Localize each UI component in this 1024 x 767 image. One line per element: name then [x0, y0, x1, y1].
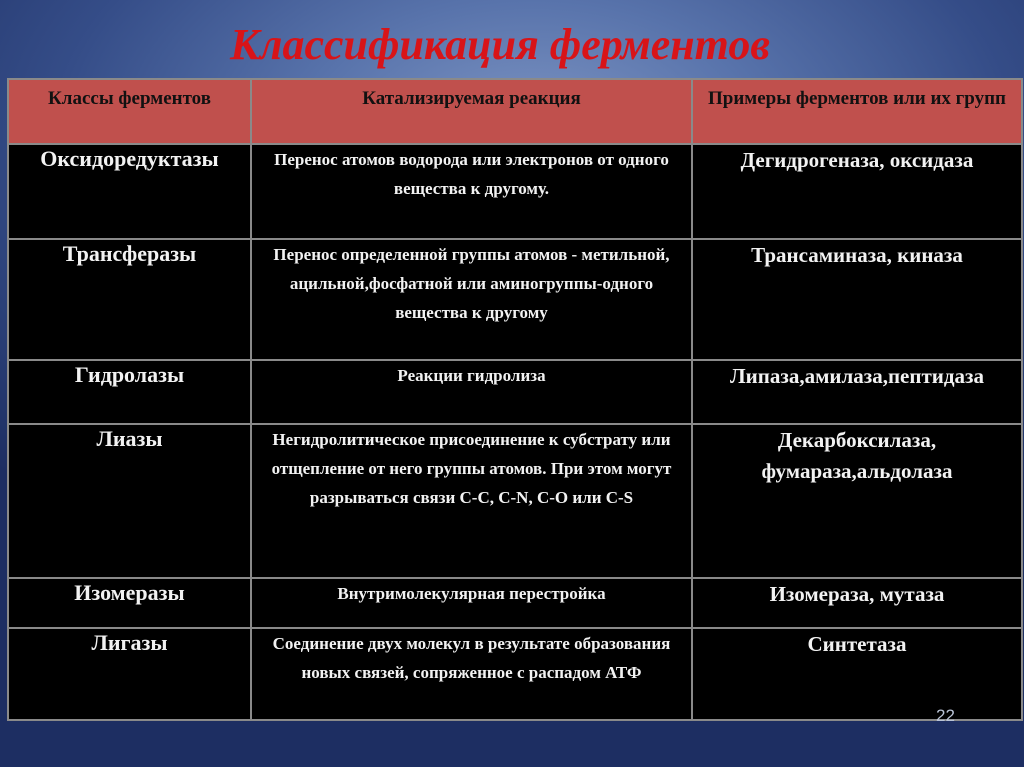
examples-cell: Синтетаза [692, 628, 1022, 720]
examples-cell: Изомераза, мутаза [692, 578, 1022, 628]
table-row [8, 239, 1022, 360]
examples-cell: Дегидрогеназа, оксидаза [692, 144, 1022, 239]
enzyme-class-cell: Лиазы [8, 424, 251, 578]
examples-cell: Трансаминаза, киназа [692, 239, 1022, 360]
examples-cell: Декарбоксилаза, фумараза,альдолаза [692, 424, 1022, 578]
enzyme-class-cell: Лигазы [8, 628, 251, 720]
reaction-cell: Реакции гидролиза [251, 360, 692, 424]
table-row [8, 144, 1022, 239]
table-row [8, 360, 1022, 424]
header-enzyme-examples: Примеры ферментов или их групп [692, 79, 1022, 144]
enzyme-class-cell: Трансферазы [8, 239, 251, 360]
slide-title: Классификация ферментов [230, 20, 770, 69]
reaction-cell: Негидролитическое присоединение к субстрату или отщепление от него группы атомов. При этом могут разрываться связи С-С, С-N, С-O или С-S [251, 424, 692, 578]
reaction-cell: Соединение двух молекул в результате образования новых связей, сопряженное с распадом АТФ [251, 628, 692, 720]
table-header-row [8, 79, 1022, 144]
enzyme-class-cell: Оксидоредуктазы [8, 144, 251, 239]
header-enzyme-classes: Классы ферментов [8, 79, 251, 144]
enzyme-class-cell: Изомеразы [8, 578, 251, 628]
table-row [8, 424, 1022, 578]
header-catalyzed-reaction: Катализируемая реакция [251, 79, 692, 144]
examples-cell: Липаза,амилаза,пептидаза [692, 360, 1022, 424]
table-row [8, 578, 1022, 628]
reaction-cell: Внутримолекулярная перестройка [251, 578, 692, 628]
slide-number: 22 [936, 706, 955, 725]
table-row [8, 628, 1022, 720]
enzyme-class-cell: Гидролазы [8, 360, 251, 424]
reaction-cell: Перенос определенной группы атомов - метильной, ацильной,фосфатной или аминогруппы-одного вещества к другому [251, 239, 692, 360]
enzyme-classification-table [7, 78, 1023, 721]
reaction-cell: Перенос атомов водорода или электронов от одного вещества к другому. [251, 144, 692, 239]
